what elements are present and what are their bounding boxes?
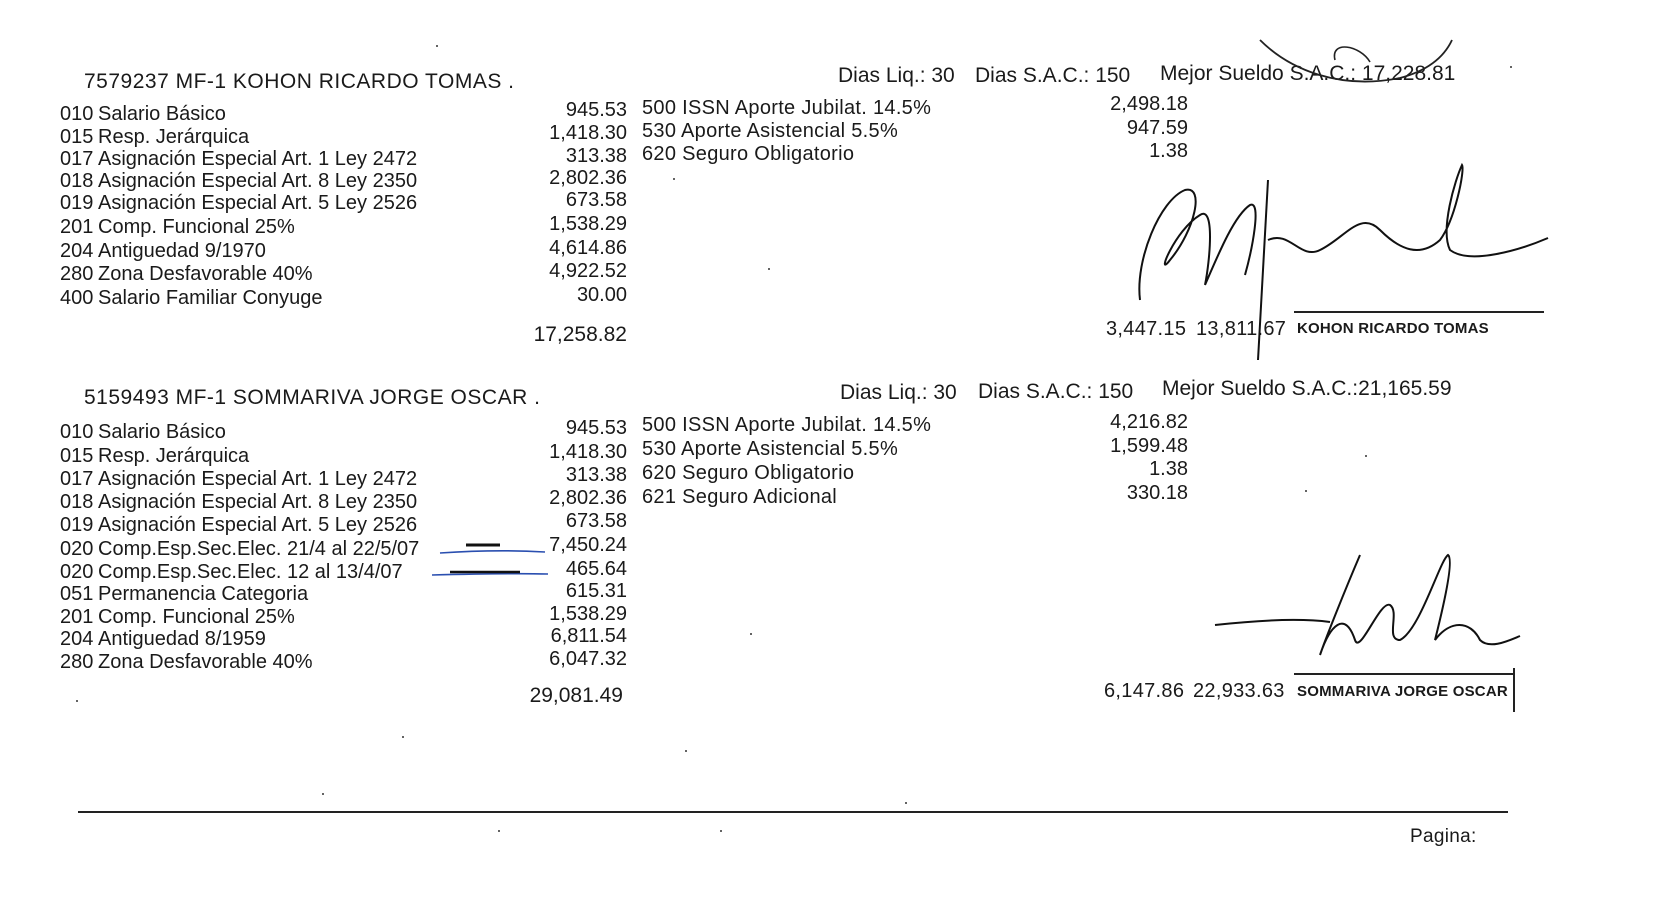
item-label: Antiguedad 9/1970 — [98, 240, 266, 262]
item-amount: 2,802.36 — [549, 487, 627, 509]
item-amount: 945.53 — [565, 99, 627, 121]
item-amount: 7,450.24 — [549, 534, 627, 556]
scan-speck — [498, 830, 500, 832]
item-amount: 1,538.29 — [549, 213, 627, 235]
deduction-label: 620 Seguro Obligatorio — [642, 462, 855, 484]
deduction-amount: 1.38 — [1149, 458, 1188, 480]
scan-speck — [322, 793, 324, 795]
deduction-label: 530 Aporte Asistencial 5.5% — [642, 438, 899, 460]
total-haberes: 29,081.49 — [529, 684, 623, 707]
item-code: 010 — [60, 103, 94, 125]
dias-sac: Dias S.A.C.: 150 — [978, 380, 1134, 403]
item-label: Resp. Jerárquica — [98, 445, 250, 467]
deduction-amount: 330.18 — [1126, 482, 1188, 504]
item-code: 017 — [60, 148, 94, 170]
deduction-amount: 947.59 — [1126, 117, 1188, 139]
scan-speck — [750, 633, 752, 635]
item-amount: 673.58 — [565, 189, 627, 211]
item-code: 020 — [60, 538, 94, 560]
item-label: Asignación Especial Art. 5 Ley 2526 — [98, 192, 418, 214]
item-code: 280 — [60, 263, 94, 285]
scan-speck — [1305, 490, 1307, 492]
item-code: 010 — [60, 421, 94, 443]
item-amount: 6,811.54 — [550, 625, 627, 647]
item-label: Salario Familiar Conyuge — [98, 287, 323, 309]
item-label: Salario Básico — [98, 421, 226, 443]
item-amount: 6,047.32 — [549, 648, 627, 670]
item-amount: 615.31 — [565, 580, 627, 602]
deduction-label: 620 Seguro Obligatorio — [642, 143, 855, 165]
item-amount: 2,802.36 — [549, 167, 627, 189]
item-code: 019 — [60, 192, 94, 214]
dias-liq: Dias Liq.: 30 — [840, 381, 957, 404]
item-code: 201 — [60, 606, 94, 628]
scan-speck — [76, 700, 78, 702]
item-amount: 1,418.30 — [549, 441, 627, 463]
item-code: 204 — [60, 628, 94, 650]
scan-speck — [720, 830, 722, 832]
deduction-amount: 1,599.48 — [1110, 435, 1188, 457]
neto: 13,811.67 — [1196, 318, 1287, 340]
deduction-label: 500 ISSN Aporte Jubilat. 14.5% — [642, 97, 932, 119]
deduction-amount: 2,498.18 — [1110, 93, 1188, 115]
deduction-label: 530 Aporte Asistencial 5.5% — [642, 120, 899, 142]
dias-sac: Dias S.A.C.: 150 — [975, 64, 1131, 87]
scan-speck — [402, 736, 404, 738]
total-haberes: 17,258.82 — [533, 323, 627, 346]
total-descuentos: 6,147.86 — [1104, 680, 1185, 702]
item-code: 019 — [60, 514, 94, 536]
item-label: Asignación Especial Art. 8 Ley 2350 — [98, 170, 418, 192]
item-amount: 30.00 — [576, 284, 627, 306]
item-amount: 313.38 — [565, 145, 627, 167]
item-code: 280 — [60, 651, 94, 673]
item-label: Asignación Especial Art. 1 Ley 2472 — [98, 148, 418, 170]
signature-name: KOHON RICARDO TOMAS — [1297, 320, 1489, 337]
item-amount: 313.38 — [565, 464, 627, 486]
item-label: Comp.Esp.Sec.Elec. 12 al 13/4/07 — [98, 561, 403, 583]
item-label: Salario Básico — [98, 103, 226, 125]
item-label: Resp. Jerárquica — [98, 126, 250, 148]
item-code: 400 — [60, 287, 94, 309]
item-code: 018 — [60, 491, 94, 513]
item-amount: 945.53 — [565, 417, 627, 439]
item-label: Comp.Esp.Sec.Elec. 21/4 al 22/5/07 — [98, 538, 420, 560]
deduction-amount: 4,216.82 — [1110, 411, 1188, 433]
deduction-amount: 1.38 — [1149, 140, 1188, 162]
total-descuentos: 3,447.15 — [1106, 318, 1187, 340]
item-label: Comp. Funcional 25% — [98, 216, 295, 238]
scan-speck — [436, 45, 438, 47]
page-label: Pagina: — [1410, 826, 1477, 847]
scan-speck — [905, 802, 907, 804]
dias-liq: Dias Liq.: 30 — [838, 64, 955, 87]
item-amount: 673.58 — [565, 510, 627, 532]
item-code: 017 — [60, 468, 94, 490]
item-label: Asignación Especial Art. 8 Ley 2350 — [98, 491, 418, 513]
scan-speck — [1510, 66, 1512, 68]
item-code: 018 — [60, 170, 94, 192]
mejor-sueldo: Mejor Sueldo S.A.C.:21,165.59 — [1162, 377, 1452, 400]
item-label: Asignación Especial Art. 5 Ley 2526 — [98, 514, 418, 536]
employee-header: 7579237 MF-1 KOHON RICARDO TOMAS . — [84, 70, 515, 93]
item-code: 201 — [60, 216, 94, 238]
item-label: Permanencia Categoria — [98, 583, 309, 605]
item-label: Zona Desfavorable 40% — [98, 263, 313, 285]
scan-speck — [685, 750, 687, 752]
neto: 22,933.63 — [1193, 680, 1285, 702]
mejor-sueldo: Mejor Sueldo S.A.C.: 17,228.81 — [1160, 62, 1456, 85]
item-amount: 1,538.29 — [549, 603, 627, 625]
item-label: Antiguedad 8/1959 — [98, 628, 266, 650]
item-label: Comp. Funcional 25% — [98, 606, 295, 628]
deduction-label: 621 Seguro Adicional — [642, 486, 838, 508]
employee-header: 5159493 MF-1 SOMMARIVA JORGE OSCAR . — [84, 386, 541, 409]
item-code: 204 — [60, 240, 94, 262]
item-amount: 4,922.52 — [549, 260, 627, 282]
item-amount: 4,614.86 — [549, 237, 627, 259]
scan-speck — [1365, 455, 1367, 457]
signature-name: SOMMARIVA JORGE OSCAR — [1297, 683, 1508, 700]
item-label: Zona Desfavorable 40% — [98, 651, 313, 673]
item-code: 015 — [60, 126, 94, 148]
item-amount: 1,418.30 — [549, 122, 627, 144]
item-code: 015 — [60, 445, 94, 467]
scan-speck — [673, 178, 675, 180]
footer-rule — [78, 811, 1508, 813]
item-label: Asignación Especial Art. 1 Ley 2472 — [98, 468, 418, 490]
item-amount: 465.64 — [565, 558, 627, 580]
deduction-label: 500 ISSN Aporte Jubilat. 14.5% — [642, 414, 932, 436]
item-code: 051 — [60, 583, 94, 605]
item-code: 020 — [60, 561, 94, 583]
scan-speck — [768, 268, 770, 270]
